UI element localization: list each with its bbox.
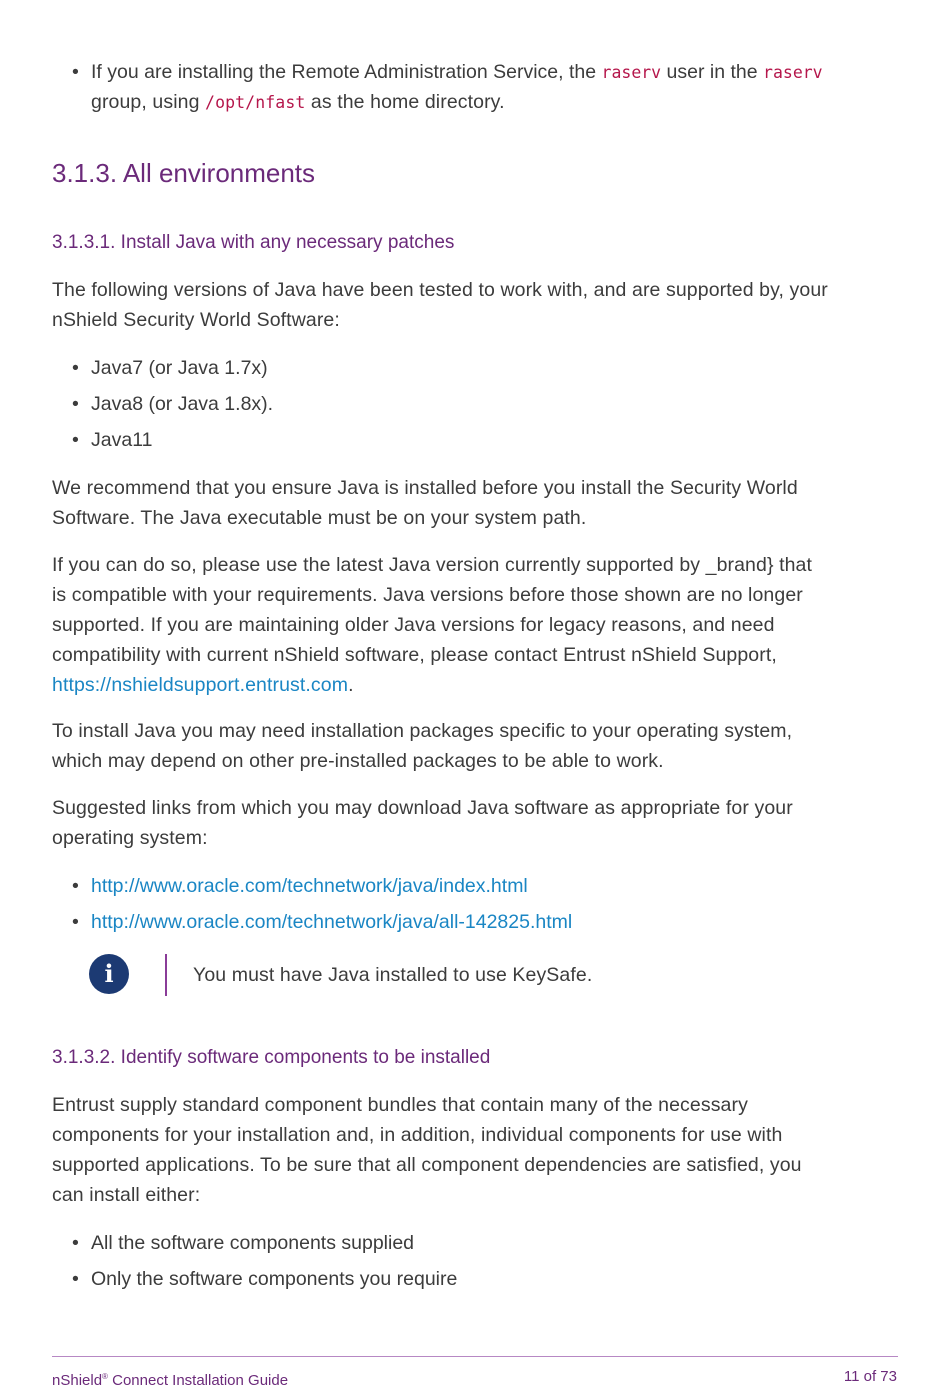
bullet-dot: • bbox=[72, 393, 79, 415]
java-version-label: Java8 (or Java 1.8x). bbox=[91, 393, 274, 415]
para-line bbox=[52, 670, 812, 700]
paragraph-java-versions-intro bbox=[52, 275, 828, 335]
bullet-dot: • bbox=[72, 1268, 79, 1290]
para-line: We recommend that you ensure Java is installed before you install the Security World bbox=[52, 477, 798, 499]
code-home-dir: /opt/nfast bbox=[205, 93, 306, 112]
para-line: To install Java you may need installation packages specific to your operating system, bbox=[52, 720, 793, 742]
intro-bullet bbox=[72, 57, 823, 88]
list-item bbox=[72, 907, 572, 937]
bullet-dot: • bbox=[72, 429, 79, 451]
java-version-label: Java7 (or Java 1.7x) bbox=[91, 357, 268, 379]
note-text: You must have Java installed to use KeySafe. bbox=[193, 964, 593, 986]
intro-text-3: group, using bbox=[91, 91, 206, 113]
list-item bbox=[72, 389, 273, 419]
oracle-java-index-link[interactable]: http://www.oracle.com/technetwork/java/index.html bbox=[91, 875, 528, 897]
list-item bbox=[72, 1264, 457, 1294]
para-line: supported applications. To be sure that all component dependencies are satisfied, you bbox=[52, 1154, 802, 1176]
java-version-label: Java11 bbox=[91, 429, 153, 451]
footer-page-number: 11 of 73 bbox=[843, 1368, 897, 1385]
para-line: If you can do so, please use the latest Java version currently supported by _brand} that bbox=[52, 554, 813, 576]
section-heading-3-1-3-2: 3.1.3.2. Identify software components to be installed bbox=[52, 1047, 491, 1068]
footer-divider bbox=[52, 1356, 898, 1357]
para-line: supported. If you are maintaining older Java versions for legacy reasons, and need bbox=[52, 614, 775, 636]
para-line: can install either: bbox=[52, 1184, 201, 1206]
info-icon: i bbox=[89, 954, 129, 994]
list-item bbox=[72, 425, 152, 455]
para-line: Suggested links from which you may download Java software as appropriate for your bbox=[52, 797, 793, 819]
period: . bbox=[348, 674, 354, 696]
intro-bullet-line2 bbox=[91, 87, 505, 118]
registered-mark: ® bbox=[102, 1372, 108, 1381]
bullet-dot: • bbox=[72, 61, 79, 83]
footer-brand: nShield bbox=[52, 1372, 103, 1389]
paragraph-component-bundles bbox=[52, 1090, 802, 1210]
list-item bbox=[72, 353, 268, 383]
oracle-java-all-link[interactable]: http://www.oracle.com/technetwork/java/all-142825.html bbox=[91, 911, 573, 933]
paragraph-latest-java bbox=[52, 550, 812, 700]
para-line: nShield Security World Software: bbox=[52, 309, 340, 331]
para-line: The following versions of Java have been tested to work with, and are supported by, your bbox=[52, 279, 828, 301]
code-raserv-user: raserv bbox=[601, 63, 662, 82]
intro-text-4: as the home directory. bbox=[305, 91, 505, 113]
bullet-dot: • bbox=[72, 911, 79, 933]
option-label: Only the software components you require bbox=[91, 1268, 458, 1290]
footer-doc-title bbox=[52, 1367, 288, 1391]
section-heading-3-1-3: 3.1.3. All environments bbox=[52, 158, 316, 188]
bullet-dot: • bbox=[72, 1232, 79, 1254]
bullet-dot: • bbox=[72, 357, 79, 379]
para-line: which may depend on other pre-installed packages to be able to work. bbox=[52, 750, 664, 772]
para-line: compatibility with current nShield software, please contact Entrust nShield Support, bbox=[52, 644, 777, 666]
para-line: is compatible with your requirements. Java versions before those shown are no longer bbox=[52, 584, 803, 606]
paragraph-suggested-links bbox=[52, 793, 793, 853]
para-line: Software. The Java executable must be on your system path. bbox=[52, 507, 587, 529]
footer-title-suffix: Connect Installation Guide bbox=[107, 1372, 289, 1389]
intro-text-1: If you are installing the Remote Administration Service, the bbox=[91, 61, 602, 83]
paragraph-install-recommendation bbox=[52, 473, 798, 533]
list-item bbox=[72, 1228, 414, 1258]
list-item bbox=[72, 871, 528, 901]
bullet-dot: • bbox=[72, 875, 79, 897]
para-line: Entrust supply standard component bundles that contain many of the necessary bbox=[52, 1094, 748, 1116]
section-heading-3-1-3-1: 3.1.3.1. Install Java with any necessary patches bbox=[52, 232, 455, 253]
intro-text-2: user in the bbox=[661, 61, 764, 83]
para-line: components for your installation and, in addition, individual components for use with bbox=[52, 1124, 783, 1146]
support-link[interactable]: https://nshieldsupport.entrust.com bbox=[52, 674, 349, 696]
para-line: operating system: bbox=[52, 827, 208, 849]
paragraph-installation-packages bbox=[52, 716, 792, 776]
option-label: All the software components supplied bbox=[91, 1232, 415, 1254]
note-divider bbox=[165, 954, 167, 996]
code-raserv-group: raserv bbox=[763, 63, 823, 82]
